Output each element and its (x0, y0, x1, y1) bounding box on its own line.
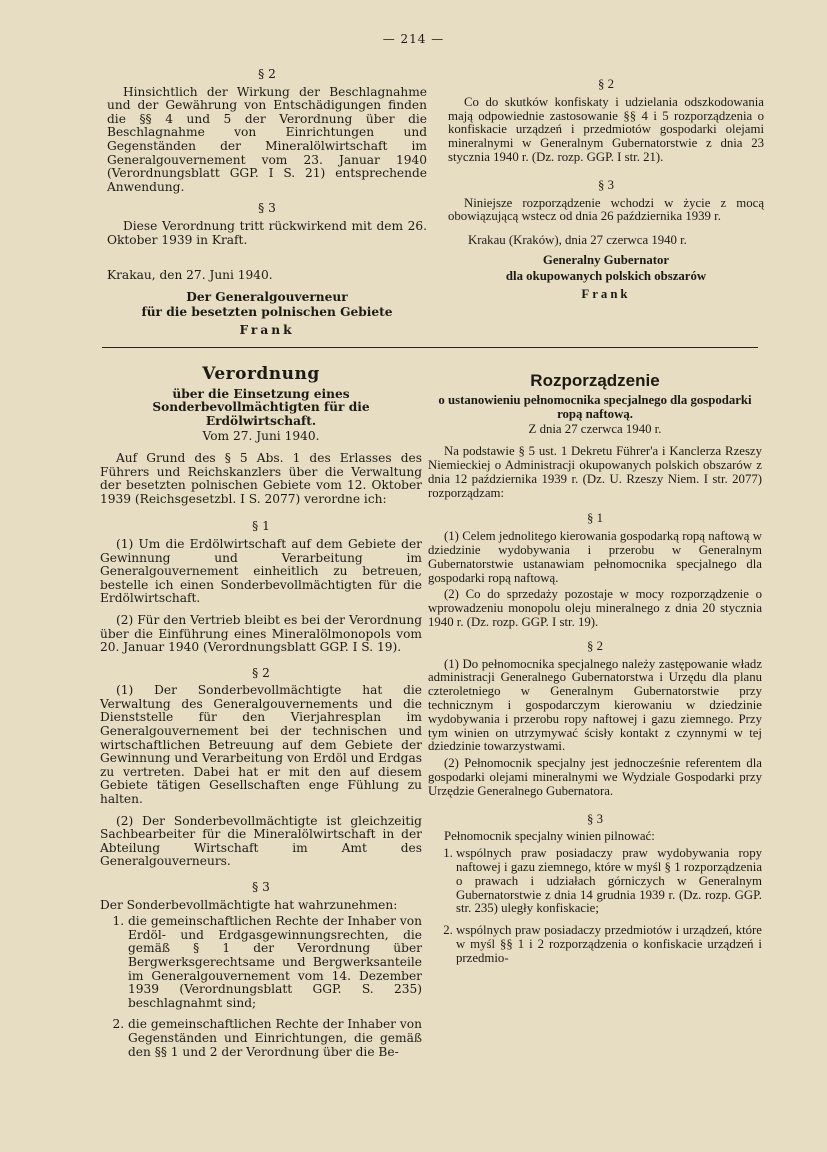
document-title: Verordnung (202, 364, 320, 384)
numbered-list (100, 915, 422, 1059)
preamble: Na podstawie § 5 ust. 1 Dekretu Führer'a i Kanclerza Rzeszy Niemieckiej o Administracji okupowanych polskich obszarów z dnia 12 października 1939 r. (Dz. U. Rzeszy Niem. I str. 2077) rozporządzam: (428, 444, 762, 500)
signature-title: Generalny Gubernator (542, 252, 670, 267)
section-text: Niniejsze rozporządzenie wchodzi w życie z mocą obowiązującą wstecz od dnia 26 października 1939 r. (448, 195, 764, 224)
paragraph: (1) Um die Erdölwirtschaft auf dem Gebiete der Gewinnung und Verarbeitung im Generalgouvernement einheitlich zu betreuen, bestelle ich einen Sonderbevollmächtigten für die Erdölwirtschaft. (100, 536, 422, 606)
signature-name: Frank (581, 286, 631, 301)
paragraph: (2) Pełnomocnik specjalny jest jednocześnie referentem dla gospodarki olejami mineralnymi we Wydziale Gospodarki przy Urzędzie Generalnego Gubernatora. (428, 756, 762, 798)
paragraph: (1) Celem jednolitego kierowania gospodarką ropą naftową w dziedzinie wydobywania i przerobu w Generalnym Gubernatorstwie ustanawiam pełnomocnika specjalnego dla gospodarki ropą naftową. (428, 529, 762, 585)
section-text: Co do skutków konfiskaty i udzielania odszkodowania mają odpowiednie zastosowanie §§ 4 i 5 rozporządzenia o konfiskacie urządzeń i przedmiotów gospodarki olejami mineralnymi w Generalnym Gubernatorstwie z dnia 23 stycznia 1940 r. (Dz. rozp. GGP. I str. 21). (448, 94, 764, 164)
place-date: Krakau (Kraków), dnia 27 czerwca 1940 r. (468, 233, 687, 248)
preamble: Auf Grund des § 5 Abs. 1 des Erlasses des Führers und Reichskanzlers über die Verwaltung der besetzten polnischen Gebiete vom 12. Oktober 1939 (Reichsgesetzbl. I S. 2077) verordne ich: (100, 450, 422, 506)
section-text: Hinsichtlich der Wirkung der Beschlagnahme und der Gewährung von Entschädigungen finden die §§ 4 und 5 der Verordnung über die Beschlagnahme von Einrichtungen und Gegenständen der Mineralölwirtschaft im Generalgouvernement vom 23. Januar 1940 (Verordnungsblatt GGP. I S. 21) entsprechende Anwendung. (107, 84, 427, 194)
section-heading: § 1 (252, 519, 270, 534)
paragraph: Der Sonderbevollmächtigte hat wahrzunehmen: (100, 897, 398, 912)
page-number: — 214 — (382, 32, 445, 46)
list-item: 1. die gemeinschaftlichen Rechte der Inhaber von Erdöl- und Erdgasgewinnungsrechten, die gemäß § 1 der Verordnung über Bergwerksgerechtsame und Bergwerksanteile im Generalgouvernement vom 14. Dezember 1939 (Verordnungsblatt GGP. S. 235) beschlagnahmt sind; (128, 915, 422, 1010)
section-heading: § 3 (252, 880, 270, 894)
paragraph: Pełnomocnik specjalny winien pilnować: (444, 829, 655, 844)
section-heading: § 3 (587, 811, 603, 826)
signature-name: Frank (239, 322, 295, 337)
section-heading: § 2 (252, 665, 270, 680)
right-main-column (428, 371, 762, 973)
section-heading: § 2 (598, 77, 614, 91)
section-text: Diese Verordnung tritt rückwirkend mit dem 26. Oktober 1939 in Kraft. (107, 218, 427, 247)
document-date: Vom 27. Juni 1940. (202, 429, 320, 444)
paragraph: (1) Der Sonderbevollmächtigte hat die Verwaltung des Generalgouvernements und die Dienststelle für den Vierjahresplan im Generalgouvernement bei der technischen und wirtschaftlichen Betreuung auf dem Gebiete der Gewinnung und Verarbeitung von Erdöl und Erdgas zu vertreten. Dabei hat er mit den auf diesem Gebiete tätigen Gesellschaften enge Fühlung zu halten. (100, 683, 422, 807)
place-date: Krakau, den 27. Juni 1940. (107, 268, 273, 283)
document-subtitle: über die Einsetzung eines Sonderbevollmächtigten für die Erdölwirtschaft. (152, 386, 370, 428)
section-heading: § 3 (598, 177, 614, 192)
right-top-column (448, 72, 764, 303)
signature-title: Der Generalgouverneur (186, 289, 348, 304)
section-heading: § 3 (258, 201, 276, 216)
numbered-list (428, 847, 762, 965)
left-top-column (107, 62, 427, 340)
document-subtitle: o ustanowieniu pełnomocnika specjalnego dla gospodarki ropą naftową. (438, 392, 752, 421)
list-item: 2. wspólnych praw posiadaczy przedmiotów i urządzeń, które w myśl §§ 1 i 2 rozporządzenia o konfiskacie urządzeń i przedmio- (456, 924, 762, 965)
list-item: 1. wspólnych praw posiadaczy praw wydobywania ropy naftowej i gazu ziemnego, które w myśl § 1 rozporządzenia o prawach i udziałach górniczych w Generalnym Gubernatorstwie z dnia 14 grudnia 1939 r. (Dz. rozp. GGP. str. 235) uległy konfiskacie; (456, 847, 762, 916)
paragraph: (2) Für den Vertrieb bleibt es bei der Verordnung über die Einführung eines Mineralölmonopols vom 20. Januar 1940 (Verordnungsblatt GGP. I S. 19). (100, 612, 422, 655)
signature-title: für die besetzten polnischen Gebiete (141, 305, 393, 320)
list-item: 2. die gemeinschaftlichen Rechte der Inhaber von Gegenständen und Einrichtungen, die gemäß den §§ 1 und 2 der Verordnung über die Be- (128, 1018, 422, 1059)
section-heading: § 1 (587, 511, 603, 526)
paragraph: (1) Do pełnomocnika specjalnego należy zastępowanie władz administracji Generalnego Gubernatorstwa i Urzędu dla planu czteroletniego w Generalnym Gubernatorstwie przy technicznym i gospodarczym kierowaniu w dziedzinie wydobywania i przerobu ropy naftowej i gazu ziemnego. Przy tym winien on utrzymywać ścisły kontakt z czynnymi w tej dziedzinie towarzystwami. (428, 656, 762, 754)
left-main-column (100, 364, 422, 1067)
horizontal-divider (102, 347, 758, 348)
paragraph: (2) Der Sonderbevollmächtigte ist gleichzeitig Sachbearbeiter für die Mineralölwirtschaft in der Abteilung Wirtschaft im Amt des Generalgouverneurs. (100, 813, 422, 869)
signature-title: dla okupowanych polskich obszarów (505, 268, 707, 283)
section-heading: § 2 (258, 67, 276, 81)
paragraph: (2) Co do sprzedaży pozostaje w mocy rozporządzenie o wprowadzeniu monopolu oleju mineralnego z dnia 20 stycznia 1940 r. (Dz. rozp. GGP. I str. 19). (428, 587, 762, 629)
document-date: Z dnia 27 czerwca 1940 r. (528, 422, 662, 437)
document-title: Rozporządzenie (530, 371, 660, 390)
section-heading: § 2 (587, 638, 603, 653)
